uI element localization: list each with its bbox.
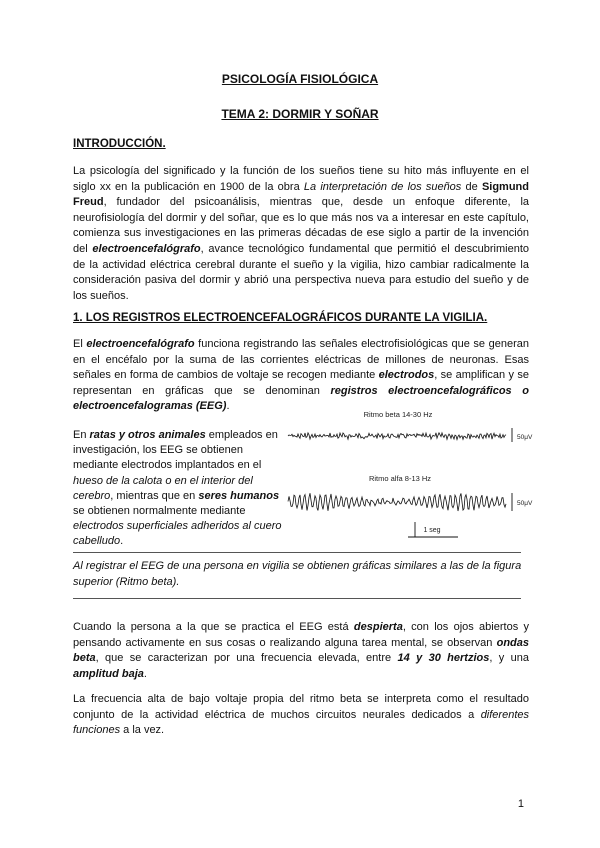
time-scale-label: 1 seg [423,527,441,534]
alpha-rhythm-label: Ritmo alfa 8-13 Hz [368,474,432,483]
author-name: Sigmund Freud [73,180,529,209]
divider-bottom [73,598,521,599]
page-number: 1 [517,798,524,810]
section-1-heading: 1. LOS REGISTROS ELECTROENCEFALOGRÁFICOS DURANTE LA VIGILIA. [73,312,488,324]
awake-paragraph: Cuando la persona a la que se practica el EEG está despierta, con los ojos abiertos y pensando activamente en sus cosas o realizando alguna tarea mental, se observan ondas beta, que se caracterizan por una frecuencia elevada, entre 14 y 30 hertzios, y una amplitud baja. [73,621,529,680]
alpha-wave-trace [288,493,506,511]
topic-title: TEMA 2: DORMIR Y SOÑAR [221,107,379,121]
beta-wave-trace [288,433,506,440]
alpha-scale-label: 50μV [517,500,533,507]
figure-caption: Al registrar el EEG de una persona en vigilia se obtienen gráficas similares a las de la figura superior (Ritmo beta). [73,560,522,588]
intro-heading: INTRODUCCIÓN. [73,138,166,150]
beta-scale-label: 50μV [517,434,533,441]
eeg-paragraph: El electroencefalógrafo funciona registrando las señales electrofisiológicas que se generan en el encéfalo por la suma de las corrientes eléctricas de millones de neuronas. Esas señales en forma de cambios de voltaje se recogen mediante electrodos, se amplifican y se representan en gráficas que se denominan registros electroencefalográficos o electroencefalogramas (EEG). [73,338,529,413]
eeg-figure [280,409,538,547]
beta-interpretation-paragraph: La frecuencia alta de bajo voltaje propia del ritmo beta se interpreta como el resultado conjunto de la actividad eléctrica de muchos circuitos neurales dedicados a diferentes funciones a la vez. [73,693,529,737]
electrode-paragraph: En ratas y otros animales empleados en investigación, los EEG se obtienen mediante electrodos implantados en el hueso de la calota o en el interior del cerebro, mientras que en seres humanos se obtienen normalmente mediante electrodos superficiales adheridos al cuero cabelludo. [73,429,282,548]
course-title: PSICOLOGÍA FISIOLÓGICA [221,72,379,86]
beta-rhythm-label: Ritmo beta 14-30 Hz [363,410,433,419]
divider-top [73,552,521,553]
book-title: La interpretación de los sueños [303,180,462,193]
intro-paragraph: La psicología del significado y la función de los sueños tiene su hito más influyente en el siglo xx en la publicación en 1900 de la obra La interpretación de los sueños de Sigmund Freud, fundador del psicoanálisis, mientras que, desde un enfoque diferente, la neurofisiología del dormir y del soñar, que es lo que más nos va a interesar en este capítulo, comienza sus investigaciones en las primeras décadas de ese siglo a partir de la invención del electroencefalógrafo, avance tecnológico fundamental que permitió el descubrimiento de la actividad eléctrica cerebral durante el sueño y la vigilia, hizo cambiar radicalmente la consideración pasiva del dormir y abrió una perspectiva nueva para estudio del sueño y de los sueños. [73,165,529,302]
